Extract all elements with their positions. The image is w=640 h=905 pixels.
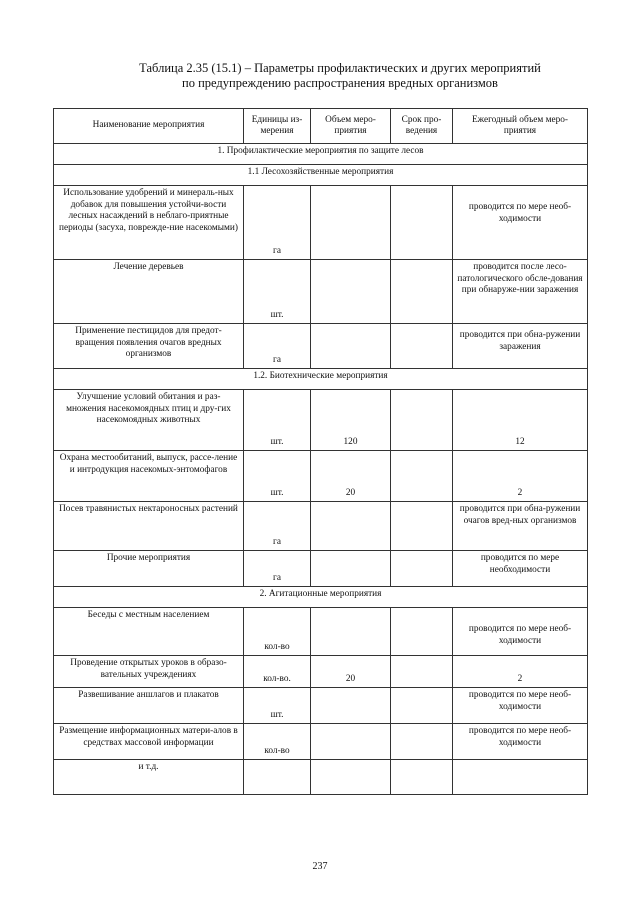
cell-unit: га <box>244 551 311 587</box>
table-row <box>54 551 588 587</box>
cell-annual: 2 <box>453 451 588 502</box>
cell-unit: га <box>244 186 311 260</box>
cell-unit: шт. <box>244 451 311 502</box>
cell-volume: 20 <box>311 451 391 502</box>
section-title: 1. Профилактические мероприятия по защите лесов <box>54 144 588 165</box>
cell-annual: проводится по мере необ-ходимости <box>453 608 588 656</box>
table-row <box>54 608 588 656</box>
table-row <box>54 260 588 324</box>
cell-annual: проводится по мере необ-ходимости <box>453 688 588 724</box>
cell-unit: шт. <box>244 260 311 324</box>
cell-volume <box>311 724 391 760</box>
cell-unit: га <box>244 324 311 369</box>
header-annual: Ежегодный объем меро-приятия <box>453 109 588 144</box>
caption-line-2: по предупреждению распространения вредных организмов <box>182 76 498 90</box>
section-title: 1.2. Биотехнические мероприятия <box>54 369 588 390</box>
cell-term <box>391 688 453 724</box>
cell-term <box>391 502 453 551</box>
cell-volume <box>311 186 391 260</box>
cell-annual: 12 <box>453 390 588 451</box>
cell-volume <box>311 260 391 324</box>
cell-term <box>391 608 453 656</box>
cell-term <box>391 551 453 587</box>
table-row <box>54 186 588 260</box>
cell-name: Проведение открытых уроков в образо-вательных учреждениях <box>54 656 244 688</box>
cell-volume <box>311 688 391 724</box>
cell-unit <box>244 760 311 795</box>
table-row <box>54 724 588 760</box>
cell-name: и т.д. <box>54 760 244 795</box>
cell-unit: шт. <box>244 390 311 451</box>
table-row <box>54 688 588 724</box>
cell-name: Развешивание аншлагов и плакатов <box>54 688 244 724</box>
table-caption <box>60 61 620 91</box>
cell-volume: 120 <box>311 390 391 451</box>
header-name: Наименование мероприятия <box>54 109 244 144</box>
section-row <box>54 369 588 390</box>
table-row <box>54 656 588 688</box>
header-volume: Объем меро-приятия <box>311 109 391 144</box>
cell-term <box>391 390 453 451</box>
section-row <box>54 165 588 186</box>
cell-term <box>391 724 453 760</box>
cell-annual <box>453 760 588 795</box>
cell-name: Размещение информационных матери-алов в средствах массовой информации <box>54 724 244 760</box>
table-header-row <box>54 109 588 144</box>
page-number: 237 <box>312 861 328 872</box>
cell-annual: проводится после лесо-патологического обсле-дования при обнаруже-нии заражения <box>453 260 588 324</box>
table-row <box>54 502 588 551</box>
section-row <box>54 144 588 165</box>
table-row <box>54 451 588 502</box>
cell-name: Беседы с местным населением <box>54 608 244 656</box>
cell-unit: кол-во <box>244 724 311 760</box>
cell-unit: кол-во. <box>244 656 311 688</box>
table-row <box>54 390 588 451</box>
table-row <box>54 760 588 795</box>
cell-term <box>391 186 453 260</box>
cell-name: Посев травянистых нектароносных растений <box>54 502 244 551</box>
header-unit: Единицы из-мерения <box>244 109 311 144</box>
table-row <box>54 324 588 369</box>
header-term: Срок про-ведения <box>391 109 453 144</box>
cell-name: Прочие мероприятия <box>54 551 244 587</box>
cell-term <box>391 760 453 795</box>
cell-annual: проводится по мере необ-ходимости <box>453 724 588 760</box>
cell-name: Охрана местообитаний, выпуск, рассе-ление и интродукция насекомых-энтомофагов <box>54 451 244 502</box>
cell-annual: 2 <box>453 656 588 688</box>
cell-term <box>391 451 453 502</box>
cell-name: Применение пестицидов для предот-вращения появления очагов вредных организмов <box>54 324 244 369</box>
section-row <box>54 587 588 608</box>
cell-annual: проводится при обна-ружении заражения <box>453 324 588 369</box>
cell-unit: шт. <box>244 688 311 724</box>
cell-annual: проводится при обна-ружении очагов вред-ных организмов <box>453 502 588 551</box>
cell-name: Лечение деревьев <box>54 260 244 324</box>
cell-volume <box>311 608 391 656</box>
measures-table <box>53 108 588 795</box>
cell-unit: кол-во <box>244 608 311 656</box>
section-title: 2. Агитационные мероприятия <box>54 587 588 608</box>
cell-term <box>391 260 453 324</box>
cell-name: Улучшение условий обитания и раз-множения насекомоядных птиц и дру-гих насекомоядных животных <box>54 390 244 451</box>
cell-unit: га <box>244 502 311 551</box>
section-title: 1.1 Лесохозяйственные мероприятия <box>54 165 588 186</box>
caption-line-1: Таблица 2.35 (15.1) – Параметры профилактических и других мероприятий <box>139 61 541 75</box>
cell-volume <box>311 324 391 369</box>
cell-term <box>391 656 453 688</box>
cell-annual: проводится по мере необходимости <box>453 551 588 587</box>
cell-volume <box>311 760 391 795</box>
cell-term <box>391 324 453 369</box>
cell-volume: 20 <box>311 656 391 688</box>
cell-name: Использование удобрений и минераль-ных добавок для повышения устойчи-вости лесных насаждений в неблаго-приятные периоды (засуха, повреждe-ние насекомыми) <box>54 186 244 260</box>
cell-volume <box>311 551 391 587</box>
cell-volume <box>311 502 391 551</box>
cell-annual: проводится по мере необ-ходимости <box>453 186 588 260</box>
